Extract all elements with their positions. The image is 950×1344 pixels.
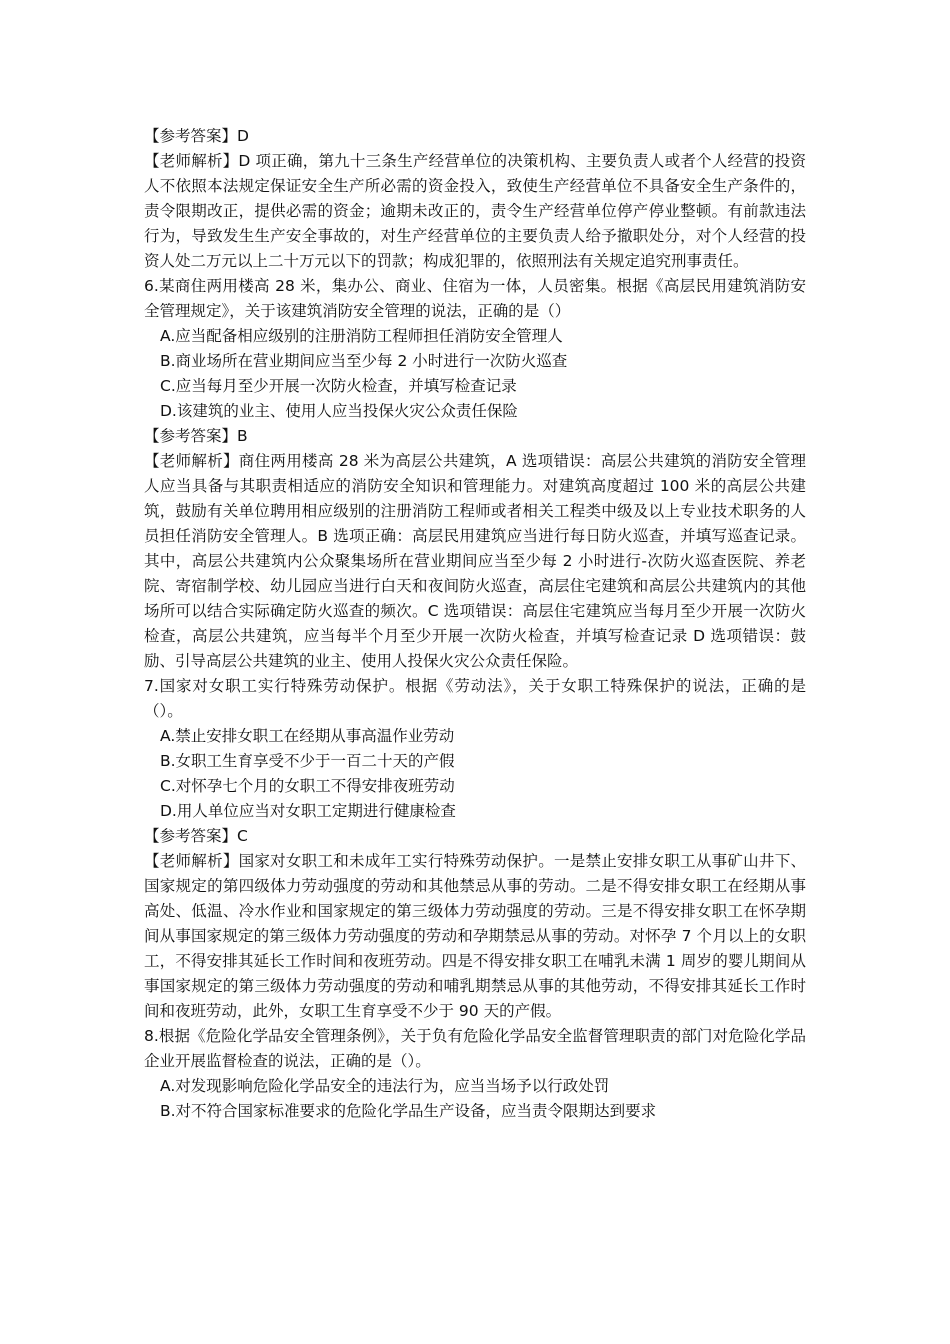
q5-answer: 【参考答案】D <box>144 127 249 145</box>
q7-answer: 【参考答案】C <box>144 827 248 845</box>
q8-question: 8.根据《危险化学品安全管理条例》，关于负有危险化学品安全监督管理职责的部门对危险化学品企业开展监督检查的说法，正确的是（）。 <box>144 1027 806 1070</box>
q6-answer: 【参考答案】B <box>144 427 248 445</box>
q5-analysis: 【老师解析】D 项正确，第九十三条生产经营单位的决策机构、主要负责人或者个人经营的投资人不依照本法规定保证安全生产所必需的资金投入，致使生产经营单位不具备安全生产条件的，责令限期改正，提供必需的资金；逾期未改正的，责令生产经营单位停产停业整顿。有前款违法行为，导致发生生产安全事故的，对生产经营单位的主要负责人给予撤职处分，对个人经营的投资人处二万元以上二十万元以下的罚款；构成犯罪的，依照刑法有关规定追究刑事责任。 <box>144 152 806 270</box>
q6-option-b: B.商业场所在营业期间应当至少每 2 小时进行一次防火巡查 <box>160 352 568 370</box>
q7-option-a: A.禁止安排女职工在经期从事高温作业劳动 <box>160 727 455 745</box>
q8-option-b: B.对不符合国家标准要求的危险化学品生产设备，应当责令限期达到要求 <box>160 1102 657 1120</box>
q6-option-c: C.应当每月至少开展一次防火检查，并填写检查记录 <box>160 377 517 395</box>
q7-analysis: 【老师解析】国家对女职工和未成年工实行特殊劳动保护。一是禁止安排女职工从事矿山井下、国家规定的第四级体力劳动强度的劳动和其他禁忌从事的劳动。二是不得安排女职工在经期从事高处、低温、冷水作业和国家规定的第三级体力劳动强度的劳动。三是不得安排女职工在怀孕期间从事国家规定的第三级体力劳动强度的劳动和孕期禁忌从事的劳动。对怀孕 7 个月以上的女职工，不得安排其延长工作时间和夜班劳动。四是不得安排女职工在哺乳未满 1 周岁的婴儿期间从事国家规定的第三级体力劳动强度的劳动和哺乳期禁忌从事的其他劳动，不得安排其延长工作时间和夜班劳动，此外，女职工生育享受不少于 90 天的产假。 <box>144 852 806 1020</box>
q8-option-a: A.对发现影响危险化学品安全的违法行为，应当当场予以行政处罚 <box>160 1077 610 1095</box>
q7-question: 7.国家对女职工实行特殊劳动保护。根据《劳动法》，关于女职工特殊保护的说法，正确的是（）。 <box>144 677 806 720</box>
q6-analysis: 【老师解析】商住两用楼高 28 米为高层公共建筑，A 选项错误：高层公共建筑的消防安全管理人应当具备与其职责相适应的消防安全知识和管理能力。对建筑高度超过 100 米的高层公共建筑，鼓励有关单位聘用相应级别的注册消防工程师或者相关工程类中级及以上专业技术职务的人员担任消防安全管理人。B 选项正确：高层民用建筑应当进行每日防火巡查，并填写巡查记录。其中，高层公共建筑内公众聚集场所在营业期间应当至少每 2 小时进行-次防火巡查医院、养老院、寄宿制学校、幼儿园应当进行白天和夜间防火巡查，高层住宅建筑和高层公共建筑内的其他场所可以结合实际确定防火巡查的频次。C 选项错误：高层住宅建筑应当每月至少开展一次防火检查，高层公共建筑，应当每半个月至少开展一次防火检查，并填写检查记录 D 选项错误：鼓励、引导高层公共建筑的业主、使用人投保火灾公众责任保险。 <box>144 452 806 670</box>
q6-option-a: A.应当配备相应级别的注册消防工程师担任消防安全管理人 <box>160 327 563 345</box>
q7-option-c: C.对怀孕七个月的女职工不得安排夜班劳动 <box>160 777 455 795</box>
q7-option-d: D.用人单位应当对女职工定期进行健康检查 <box>160 802 456 820</box>
q7-option-b: B.女职工生育享受不少于一百二十天的产假 <box>160 752 455 770</box>
document-page <box>144 124 806 1124</box>
q6-option-d: D.该建筑的业主、使用人应当投保火灾公众责任保险 <box>160 402 518 420</box>
q6-question: 6.某商住两用楼高 28 米，集办公、商业、住宿为一体，人员密集。根据《高层民用建筑消防安全管理规定》，关于该建筑消防安全管理的说法，正确的是（） <box>144 277 806 320</box>
